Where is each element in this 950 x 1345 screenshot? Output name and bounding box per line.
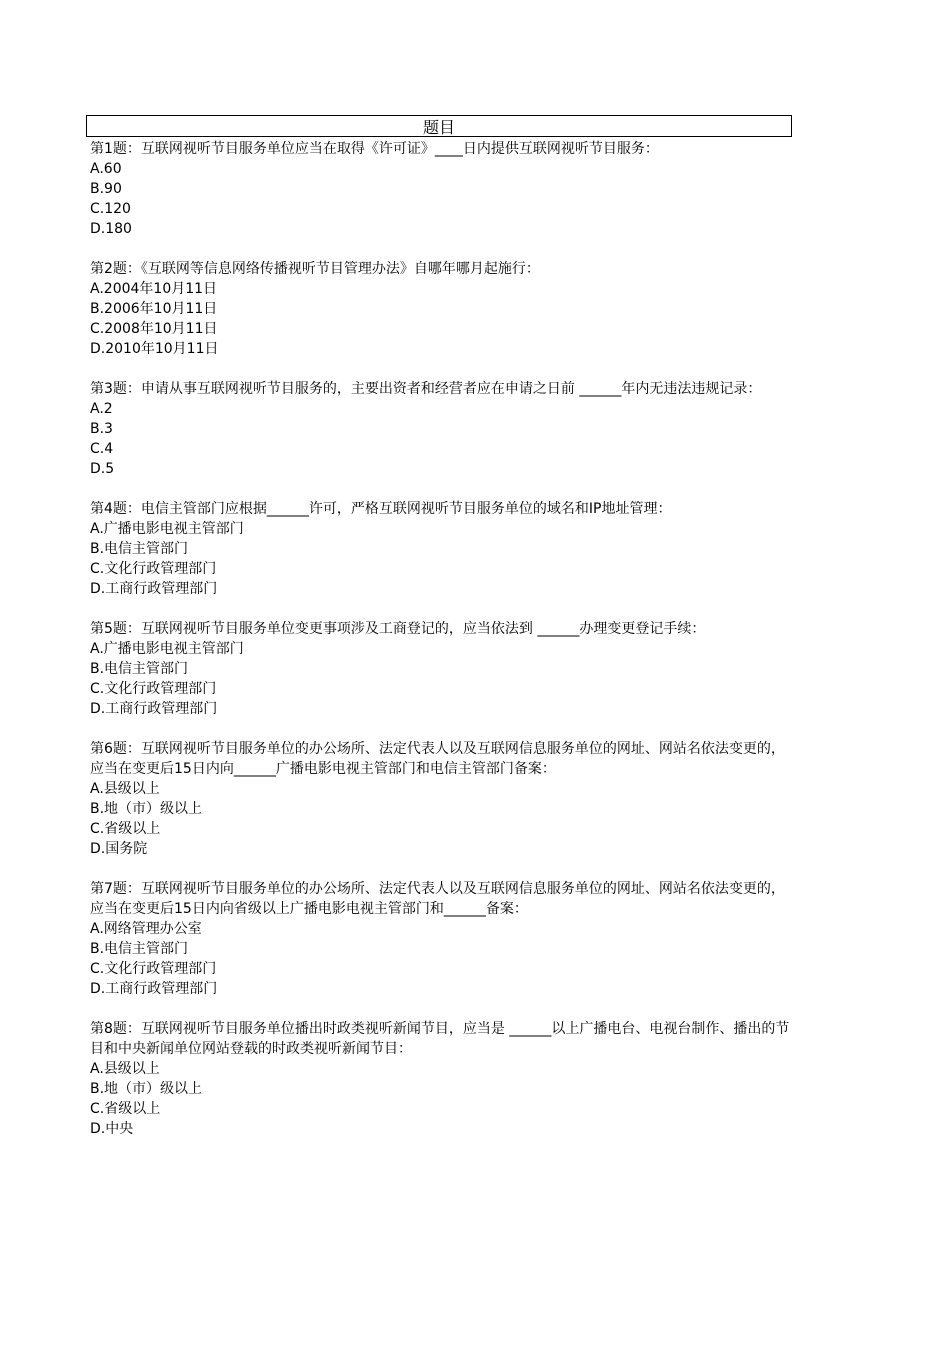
question-1 [90, 139, 790, 239]
question-text: 第4题：电信主管部门应根据______许可，严格互联网视听节目服务单位的域名和IP地址管理： [90, 501, 672, 517]
option-c: C.文化行政管理部门 [90, 961, 217, 977]
option-b: B.地（市）级以上 [90, 801, 203, 817]
option-c: C.省级以上 [90, 821, 161, 837]
question-text: 第6题：互联网视听节目服务单位的办公场所、法定代表人以及互联网信息服务单位的网址、网站名依法变更的，应当在变更后15日内向______广播电影电视主管部门和电信主管部门备案： [90, 741, 785, 777]
option-c: C.4 [90, 441, 114, 457]
option-d: D.工商行政管理部门 [90, 701, 218, 717]
option-a: A.60 [90, 161, 122, 177]
option-b: B.电信主管部门 [90, 941, 189, 957]
question-8 [90, 1019, 790, 1139]
question-4 [90, 499, 790, 599]
option-c: C.120 [90, 201, 131, 217]
question-3 [90, 379, 790, 479]
question-text: 第8题：互联网视听节目服务单位播出时政类视听新闻节目，应当是 ______以上广播电台、电视台制作、播出的节目和中央新闻单位网站登载的时政类视听新闻节目： [90, 1021, 790, 1057]
option-b: B.90 [90, 181, 122, 197]
question-text: 第3题：申请从事互联网视听节目服务的，主要出资者和经营者应在申请之日前 ______年内无违法违规记录： [90, 381, 762, 397]
option-d: D.工商行政管理部门 [90, 981, 218, 997]
option-d: D.180 [90, 221, 132, 237]
option-a: A.广播电影电视主管部门 [90, 521, 244, 537]
option-c: C.2008年10月11日 [90, 321, 218, 337]
option-c: C.文化行政管理部门 [90, 561, 217, 577]
option-d: D.工商行政管理部门 [90, 581, 218, 597]
option-a: A.县级以上 [90, 781, 160, 797]
option-a: A.网络管理办公室 [90, 921, 202, 937]
option-b: B.电信主管部门 [90, 541, 189, 557]
option-c: C.省级以上 [90, 1101, 161, 1117]
header-box [86, 115, 792, 137]
option-b: B.2006年10月11日 [90, 301, 218, 317]
option-d: D.5 [90, 461, 115, 477]
option-a: A.2004年10月11日 [90, 281, 218, 297]
question-6 [90, 739, 790, 859]
question-2 [90, 259, 790, 359]
question-5 [90, 619, 790, 719]
option-c: C.文化行政管理部门 [90, 681, 217, 697]
option-d: D.2010年10月11日 [90, 341, 219, 357]
option-a: A.县级以上 [90, 1061, 160, 1077]
question-7 [90, 879, 790, 999]
header-title: 题目 [422, 117, 455, 137]
option-b: B.地（市）级以上 [90, 1081, 203, 1097]
question-list [90, 139, 790, 1159]
question-text: 第7题：互联网视听节目服务单位的办公场所、法定代表人以及互联网信息服务单位的网址、网站名依法变更的，应当在变更后15日内向省级以上广播电影电视主管部门和______备案： [90, 881, 785, 917]
option-b: B.电信主管部门 [90, 661, 189, 677]
option-d: D.中央 [90, 1121, 134, 1137]
option-d: D.国务院 [90, 841, 148, 857]
option-a: A.2 [90, 401, 113, 417]
question-text: 第1题：互联网视听节目服务单位应当在取得《许可证》____日内提供互联网视听节目服务： [90, 141, 659, 157]
question-text: 第5题：互联网视听节目服务单位变更事项涉及工商登记的，应当依法到 ______办理变更登记手续： [90, 621, 706, 637]
option-b: B.3 [90, 421, 113, 437]
option-a: A.广播电影电视主管部门 [90, 641, 244, 657]
question-text: 第2题：《互联网等信息网络传播视听节目管理办法》自哪年哪月起施行： [90, 261, 540, 277]
